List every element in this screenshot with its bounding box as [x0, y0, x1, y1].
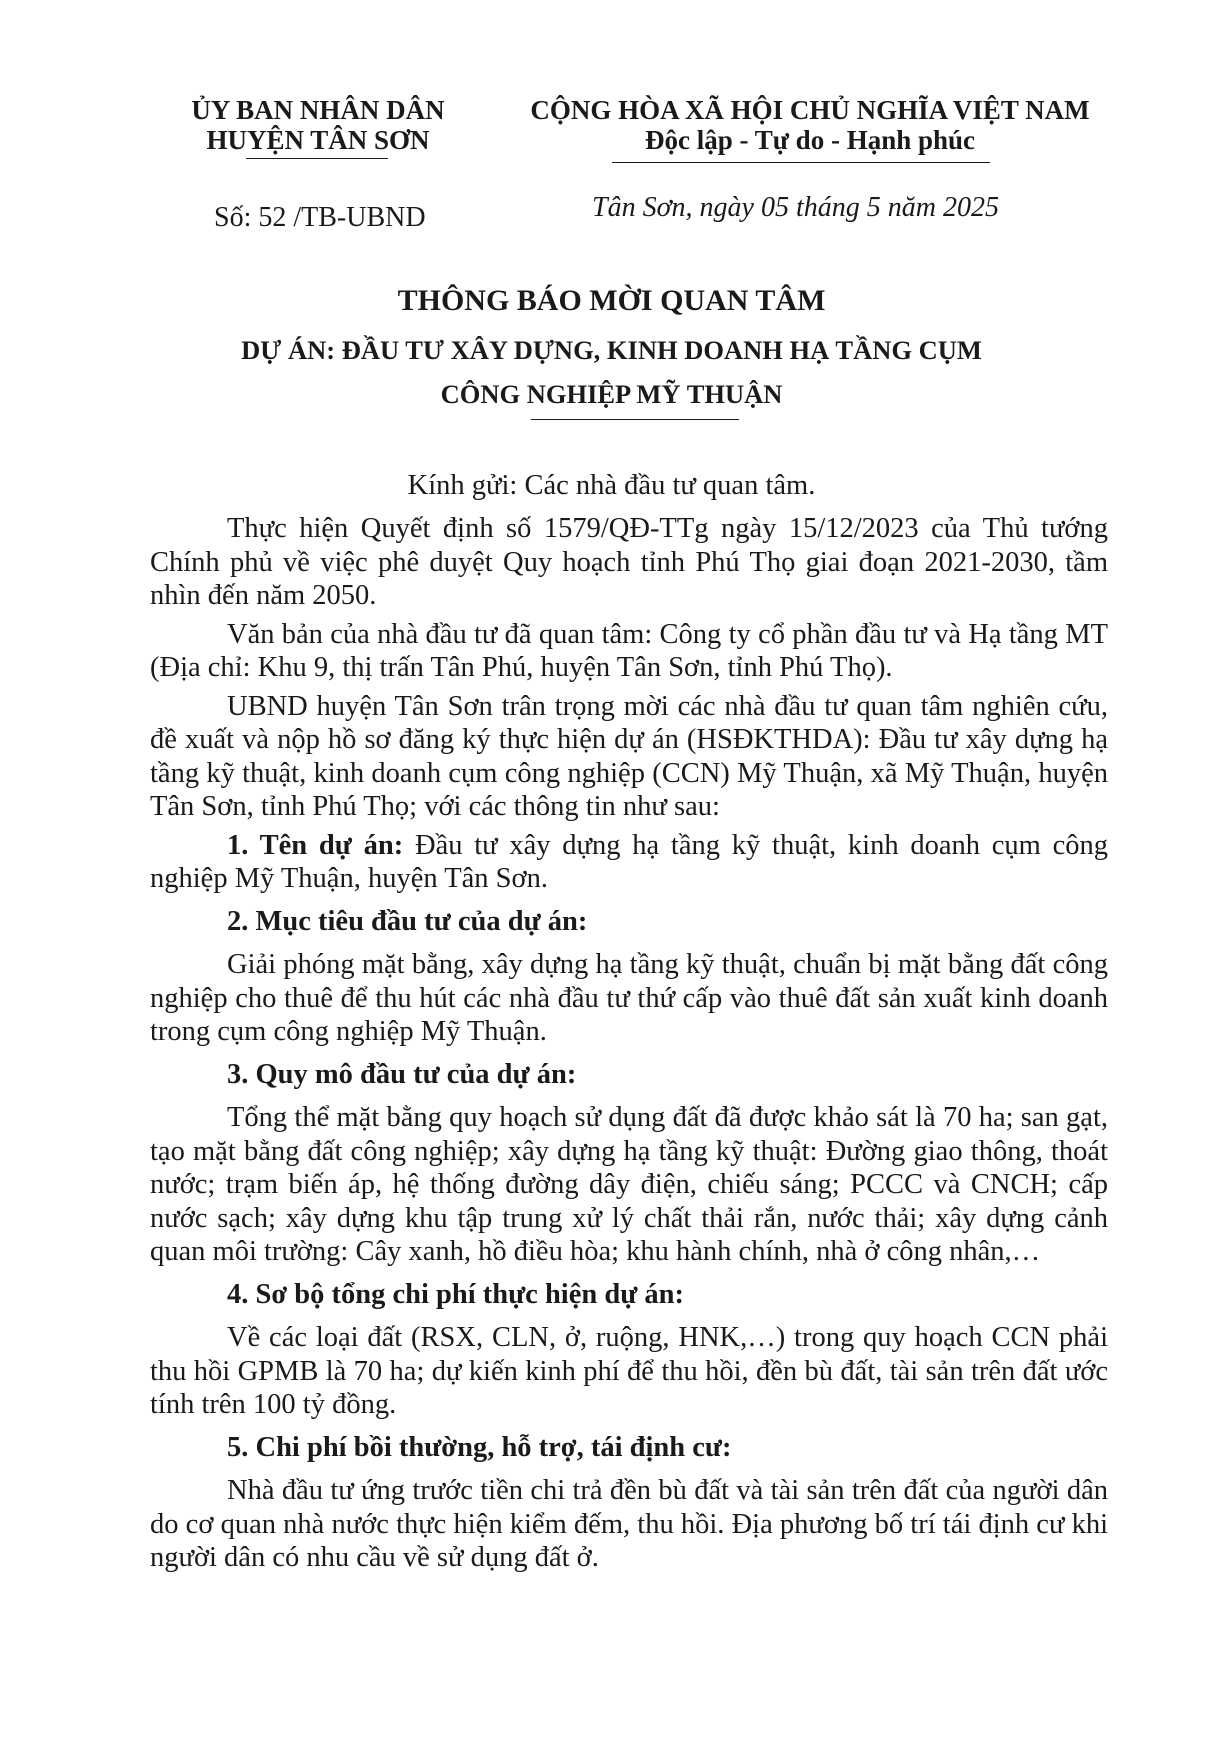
left-header-underline [246, 158, 388, 159]
national-title: CỘNG HÒA XÃ HỘI CHỦ NGHĨA VIỆT NAM [530, 95, 1090, 125]
section-3-heading [150, 1058, 1108, 1092]
section-2-heading-text: 2. Mục tiêu đầu tư của dự án: [227, 905, 588, 937]
section-1-text: Đầu tư xây dựng hạ tầng kỹ thuật, kinh doanh cụm công nghiệp Mỹ Thuận, huyện Tân Sơn. [150, 829, 1108, 894]
section-2-heading [150, 905, 1108, 939]
recipient-line: Kính gửi: Các nhà đầu tư quan tâm. [407, 470, 816, 501]
issuing-authority-line2: HUYỆN TÂN SƠN [206, 125, 430, 155]
section-2-text: Giải phóng mặt bằng, xây dựng hạ tầng kỹ thuật, chuẩn bị mặt bằng đất công nghiệp cho thuê để thu hút các nhà đầu tư thứ cấp vào thuê đất sản xuất kinh doanh trong cụm công nghiệp Mỹ Thuận. [150, 949, 1108, 1047]
paragraph-interested-investor: Văn bản của nhà đầu tư đã quan tâm: Công ty cổ phần đầu tư và Hạ tầng MT (Địa chỉ: Khu 9, thị trấn Tân Phú, huyện Tân Sơn, tỉnh Phú Thọ). [150, 618, 1108, 683]
paragraph-invitation: UBND huyện Tân Sơn trân trọng mời các nhà đầu tư quan tâm nghiên cứu, đề xuất và nộp hồ sơ đăng ký thực hiện dự án (HSĐKTHDA): Đầu tư xây dựng hạ tầng kỹ thuật, kinh doanh cụm công nghiệp (CCN) Mỹ Thuận, xã Mỹ Thuận, huyện Tân Sơn, tỉnh Phú Thọ; với các thông tin như sau: [150, 690, 1108, 822]
document-number: Số: 52 /TB-UBND [214, 202, 426, 233]
project-title-line2: CÔNG NGHIỆP MỸ THUẬN [440, 379, 783, 409]
national-motto: Độc lập - Tự do - Hạnh phúc [644, 125, 976, 155]
section-5-heading [150, 1431, 1108, 1465]
notice-body [150, 512, 1108, 1575]
section-4-heading [150, 1278, 1108, 1312]
section-5-text: Nhà đầu tư ứng trước tiền chi trả đền bù đất và tài sản trên đất của người dân do cơ quan nhà nước thực hiện kiểm đếm, thu hồi. Địa phương bố trí tái định cư khi người dân có nhu cầu về sử dụng đất ở. [150, 1475, 1108, 1573]
right-header-underline [612, 162, 990, 163]
notice-title: THÔNG BÁO MỜI QUAN TÂM [397, 284, 826, 317]
section-3-heading-text: 3. Quy mô đầu tư của dự án: [227, 1058, 577, 1090]
section-4-heading-text: 4. Sơ bộ tổng chi phí thực hiện dự án: [227, 1278, 685, 1310]
section-1-label: 1. Tên dự án: [227, 829, 404, 861]
place-and-date: Tân Sơn, ngày 05 tháng 5 năm 2025 [592, 192, 999, 223]
section-3-text: Tổng thể mặt bằng quy hoạch sử dụng đất đã được khảo sát là 70 ha; san gạt, tạo mặt bằng đất công nghiệp; xây dựng hạ tầng kỹ thuật: Đường giao thông, thoát nước; trạm biến áp, hệ thống đường dây điện, chiếu sáng; PCCC và CNCH; cấp nước sạch; xây dựng khu tập trung xử lý chất thải rắn, nước thải; xây dựng cảnh quan môi trường: Cây xanh, hồ điều hòa; khu hành chính, nhà ở công nhân,… [150, 1102, 1108, 1267]
title-underline [531, 419, 739, 420]
section-4-text: Về các loại đất (RSX, CLN, ở, ruộng, HNK,…) trong quy hoạch CCN phải thu hồi GPMB là 70 ha; dự kiến kinh phí để thu hồi, đền bù đất, tài sản trên đất ước tính trên 100 tỷ đồng. [150, 1322, 1108, 1420]
issuing-authority-line1: ỦY BAN NHÂN DÂN [191, 95, 445, 125]
section-1-project-name [150, 829, 1108, 896]
section-5-heading-text: 5. Chi phí bồi thường, hỗ trợ, tái định cư: [227, 1431, 732, 1463]
paragraph-legal-basis: Thực hiện Quyết định số 1579/QĐ-TTg ngày 15/12/2023 của Thủ tướng Chính phủ về việc phê duyệt Quy hoạch tỉnh Phú Thọ giai đoạn 2021-2030, tầm nhìn đến năm 2050. [150, 513, 1108, 611]
project-title-line1: DỰ ÁN: ĐẦU TƯ XÂY DỰNG, KINH DOANH HẠ TẦNG CỤM [241, 335, 982, 365]
